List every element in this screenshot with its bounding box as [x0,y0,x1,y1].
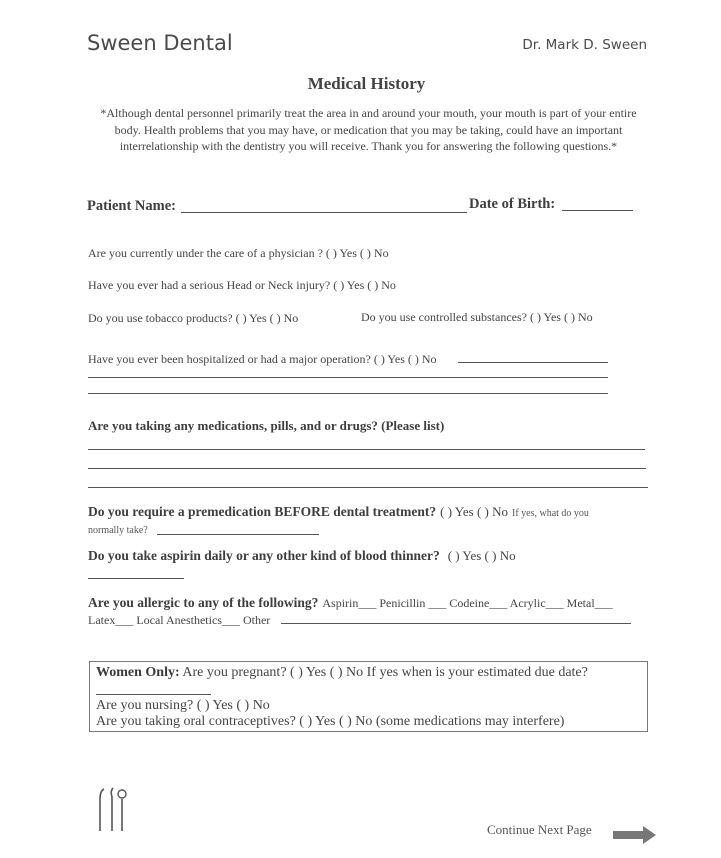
question-allergies[interactable] [88,594,613,612]
right-arrow-icon[interactable] [613,825,657,845]
dental-tools-icon [95,785,131,835]
allergens-list-continued[interactable]: Latex___ Local Anesthetics___ Other [88,613,271,627]
doctor-name: Dr. Mark D. Sween [522,37,647,53]
question-head-injury[interactable]: Have you ever had a serious Head or Neck injury? ( ) Yes ( ) No [88,278,396,292]
continue-next-page[interactable]: Continue Next Page [487,822,592,837]
premedication-note: If yes, what do you [512,508,589,519]
medications-answer-line[interactable] [88,487,648,488]
question-tobacco[interactable]: Do you use tobacco products? ( ) Yes ( ) No [88,311,299,325]
hospitalized-answer-line[interactable] [88,377,608,378]
premedication-note-continued: normally take? [88,525,148,536]
form-title: Medical History [307,74,426,93]
question-aspirin[interactable] [88,547,516,565]
premedication-options[interactable]: ( ) Yes ( ) No [440,504,508,519]
women-pregnant-question[interactable] [96,665,588,681]
question-controlled-substances[interactable]: Do you use controlled substances? ( ) Yes ( ) No [361,310,593,324]
form-intro: *Although dental personnel primarily treat the area in and around your mouth, your mouth is part of your entire body. Health problems that you may have, or medication that you may be taking, could have an important interrelationship with the dentistry you will receive. Thank you for answering the following questions.* [100,106,637,153]
question-premedication[interactable] [88,503,589,521]
hospitalized-answer-line[interactable] [88,393,608,394]
allergy-other-line[interactable] [281,623,631,624]
question-physician[interactable]: Are you currently under the care of a physician ? ( ) Yes ( ) No [88,246,389,260]
question-hospitalized[interactable]: Have you ever been hospitalized or had a major operation? ( ) Yes ( ) No [88,352,437,366]
hospitalized-answer-line[interactable] [458,362,608,363]
due-date-line[interactable] [96,694,211,695]
allergens-list[interactable]: Aspirin___ Penicillin ___ Codeine___ Acrylic___ Metal___ [322,596,613,610]
question-medications: Are you taking any medications, pills, and or drugs? (Please list) [88,418,445,433]
aspirin-options[interactable]: ( ) Yes ( ) No [447,548,516,563]
women-nursing-question[interactable]: Are you nursing? ( ) Yes ( ) No [96,698,270,713]
women-only-label: Women Only: [96,665,180,680]
aspirin-answer-line[interactable] [88,578,184,579]
premedication-label: Do you require a premedication BEFORE dental treatment? [88,504,437,519]
dob-label: Date of Birth: [469,196,556,212]
practice-name: Sween Dental [87,31,233,55]
women-contraceptives-question[interactable]: Are you taking oral contraceptives? ( ) Yes ( ) No (some medications may interfere) [96,714,565,729]
pregnant-question-text[interactable]: Are you pregnant? ( ) Yes ( ) No If yes when is your estimated due date? [182,665,588,680]
dob-field[interactable] [562,210,633,211]
medications-answer-line[interactable] [88,468,646,469]
patient-name-field[interactable] [181,212,467,213]
medications-answer-line[interactable] [88,449,645,450]
patient-name-label: Patient Name: [87,198,176,214]
allergies-label: Are you allergic to any of the following? [88,595,319,610]
aspirin-label: Do you take aspirin daily or any other kind of blood thinner? [88,548,440,563]
premedication-answer-line[interactable] [157,534,319,535]
